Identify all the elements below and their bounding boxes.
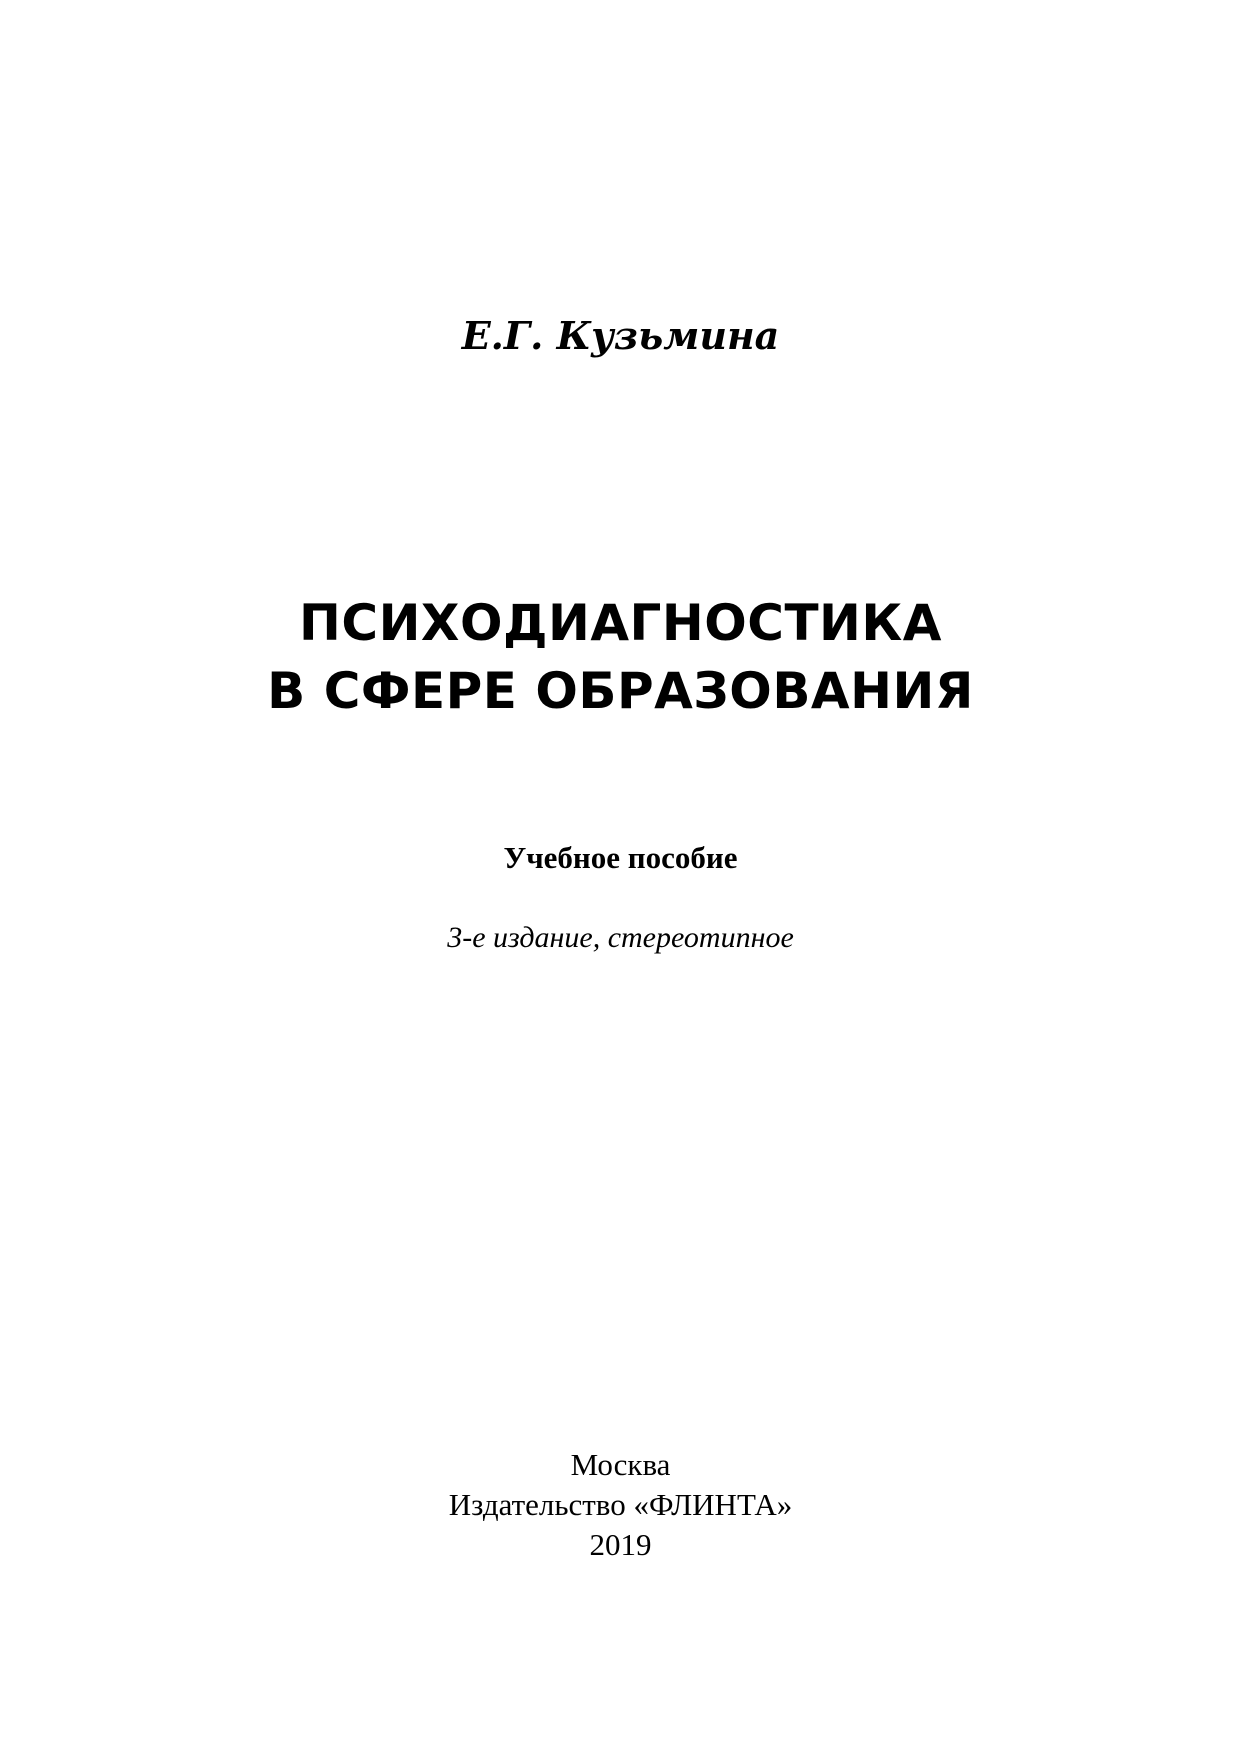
document-type: Учебное пособие — [503, 840, 738, 875]
edition-note: 3-е издание, стереотипное — [447, 921, 794, 954]
imprint-year: 2019 — [589, 1527, 652, 1562]
book-title-line-2: В СФЕРЕ ОБРАЗОВАНИЯ — [267, 662, 974, 720]
imprint-publisher: Издательство «ФЛИНТА» — [448, 1487, 793, 1522]
author-name: Е.Г. Кузьмина — [461, 313, 780, 358]
book-title-line-1: ПСИХОДИАГНОСТИКА — [299, 594, 942, 652]
imprint-city: Москва — [570, 1447, 671, 1482]
